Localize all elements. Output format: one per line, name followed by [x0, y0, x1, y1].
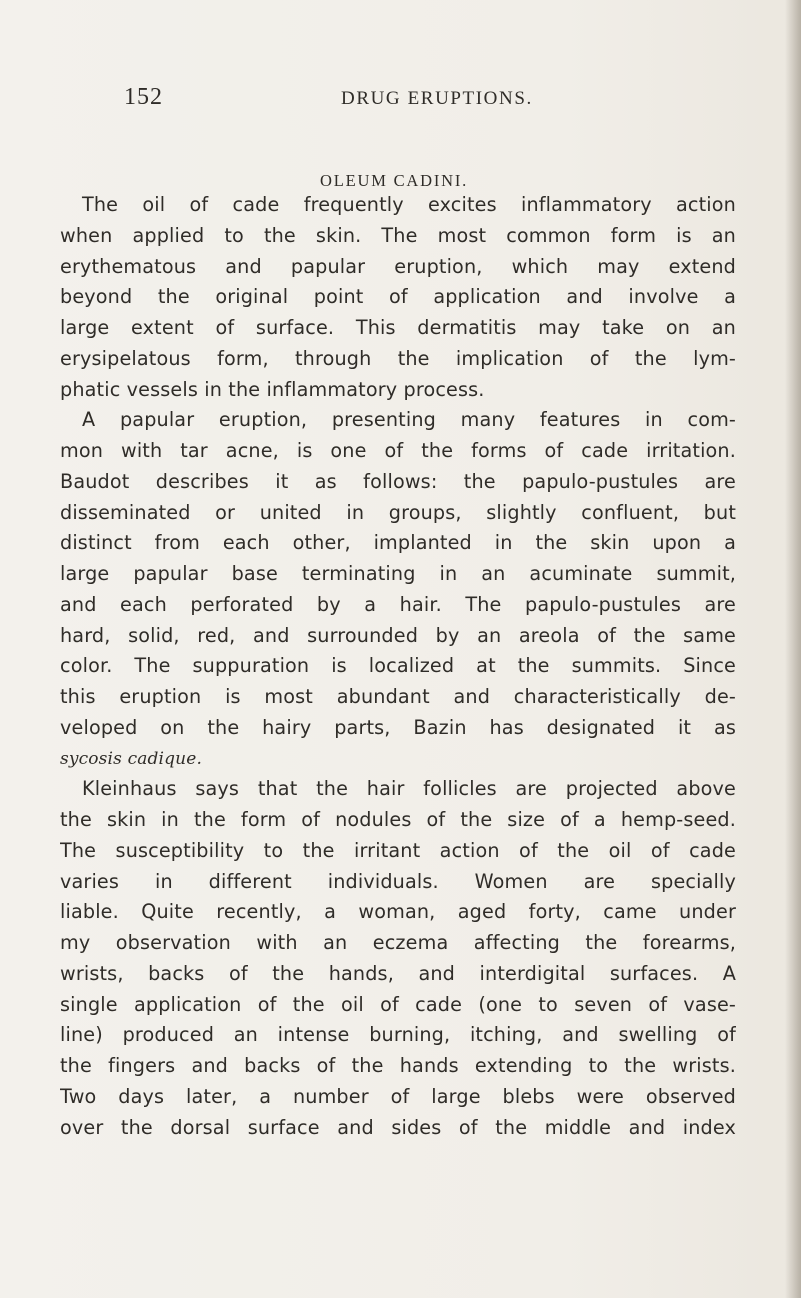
- text-line: veloped on the hairy parts, Bazin has designated it as: [60, 715, 736, 739]
- paragraph-3: [60, 774, 736, 1143]
- text-line: color. The suppuration is localized at the summits. Since: [60, 654, 736, 678]
- text-line: over the dorsal surface and sides of the middle and index: [60, 1115, 736, 1139]
- text-line: Baudot describes it as follows: the papulo-pustules are: [60, 469, 736, 493]
- text-line: large extent of surface. This dermatitis may take on an: [60, 316, 736, 339]
- text-line: the fingers and backs of the hands extending to the wrists.: [60, 1054, 736, 1077]
- text-line-italic: sycosis cadique.: [60, 748, 203, 769]
- body-text: [60, 190, 736, 1143]
- text-line: Two days later, a number of large blebs were observed: [60, 1084, 736, 1108]
- paragraph-1: [60, 190, 736, 405]
- text-line: disseminated or united in groups, slightly confluent, but: [60, 500, 736, 524]
- page-edge-shadow: [785, 0, 801, 1298]
- text-line: erythematous and papular eruption, which may extend: [60, 254, 736, 278]
- text-line: my observation with an eczema affecting the forearms,: [60, 931, 736, 954]
- text-line: this eruption is most abundant and characteristically de-: [60, 685, 736, 708]
- page-number: 152: [124, 84, 163, 110]
- section-title: OLEUM CADINI.: [320, 171, 469, 190]
- text-line: line) produced an intense burning, itching, and swelling of: [60, 1023, 736, 1047]
- text-line: beyond the original point of application and involve a: [60, 285, 736, 309]
- text-line: hard, solid, red, and surrounded by an areola of the same: [60, 623, 736, 647]
- paragraph-2: [60, 405, 736, 774]
- text-line: The susceptibility to the irritant action of the oil of cade: [60, 838, 736, 862]
- text-line: wrists, backs of the hands, and interdigital surfaces. A: [60, 961, 736, 985]
- text-line: the skin in the form of nodules of the size of a hemp-seed.: [60, 808, 736, 831]
- text-line: mon with tar acne, is one of the forms of cade irritation.: [60, 439, 736, 462]
- text-line: varies in different individuals. Women are specially: [60, 869, 736, 893]
- text-line: Kleinhaus says that the hair follicles are projected above: [82, 777, 736, 801]
- text-line: liable. Quite recently, a woman, aged forty, came under: [60, 900, 736, 924]
- text-line: phatic vessels in the inflammatory process.: [60, 377, 485, 401]
- text-line: single application of the oil of cade (one to seven of vase-: [60, 992, 736, 1016]
- text-line: and each perforated by a hair. The papulo-pustules are: [60, 592, 736, 616]
- text-line: erysipelatous form, through the implication of the lym-: [60, 346, 736, 370]
- text-line: The oil of cade frequently excites inflammatory action: [82, 193, 736, 216]
- text-line: distinct from each other, implanted in the skin upon a: [60, 531, 736, 555]
- text-line: large papular base terminating in an acuminate summit,: [60, 562, 736, 585]
- text-line: A papular eruption, presenting many features in com-: [82, 408, 736, 432]
- running-head: DRUG ERUPTIONS.: [341, 88, 533, 109]
- text-line: when applied to the skin. The most common form is an: [60, 223, 736, 247]
